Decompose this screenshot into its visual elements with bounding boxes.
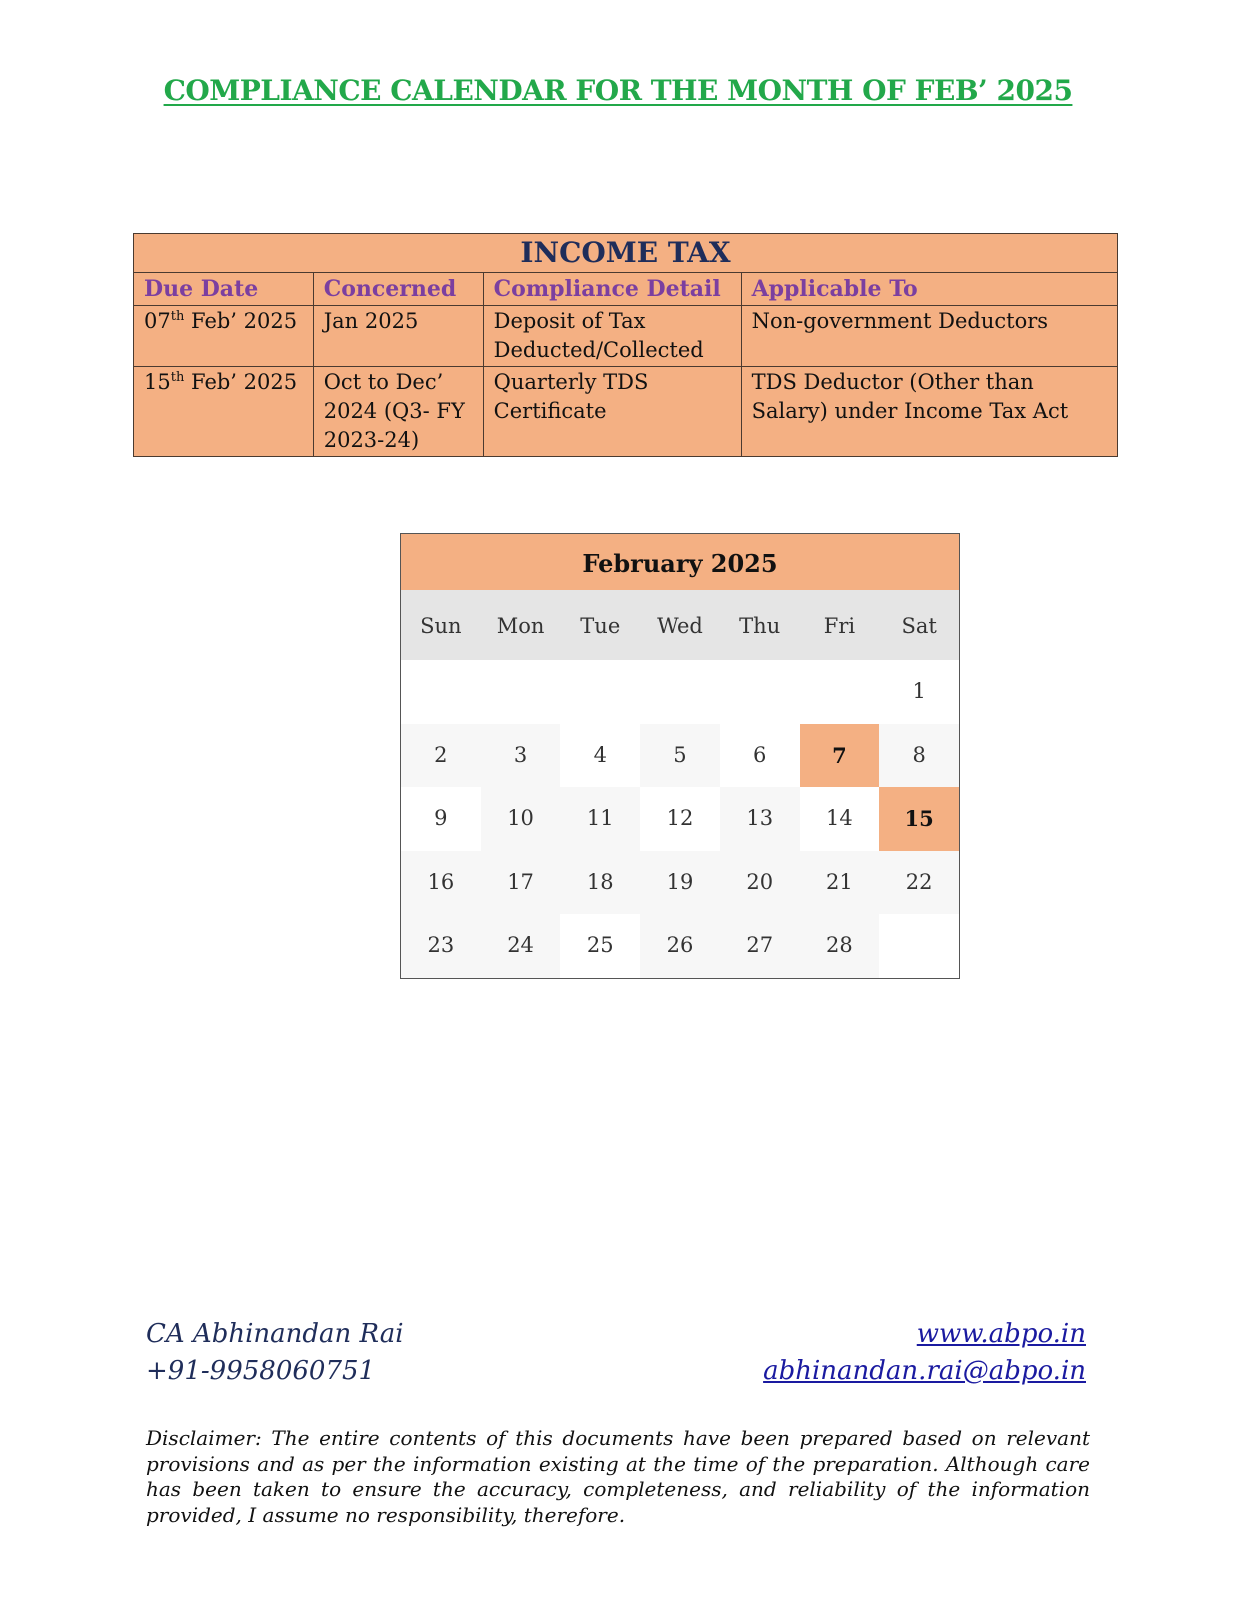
day-cell [879, 914, 959, 978]
day-cell: 25 [560, 914, 640, 978]
weekday-label: Fri [823, 614, 856, 638]
day-cell: 3 [481, 724, 561, 788]
day-cell: 4 [560, 724, 640, 788]
day-cell: 28 [800, 914, 880, 978]
applicable-cell: Non-government Deductors [741, 306, 1117, 367]
table-row [134, 367, 1118, 457]
day-cell: 11 [560, 787, 640, 851]
concerned-cell: Jan 2025 [313, 306, 483, 367]
day-cell: 17 [481, 851, 561, 915]
day-cell: 22 [879, 851, 959, 915]
day-cell [800, 660, 880, 724]
detail-cell: Deposit of Tax Deducted/Collected [483, 306, 741, 367]
income-tax-table [133, 233, 1118, 457]
due-date-cell: 15th Feb’ 2025 [134, 367, 314, 457]
disclaimer-text: Disclaimer: The entire contents of this documents have been prepared based on relevant provisions and as per the information existing at the time of the preparation. Although care has been taken to ensure the accuracy, completeness, and reliability of the information provided, I assume no responsibility, therefore. [146, 1426, 1090, 1527]
day-cell: 8 [879, 724, 959, 788]
column-header: Applicable To [741, 273, 1117, 306]
february-calendar [400, 533, 960, 979]
day-cell: 24 [481, 914, 561, 978]
weekday-label: Sat [901, 614, 937, 638]
day-cell: 5 [640, 724, 720, 788]
column-header: Concerned [313, 273, 483, 306]
day-cell: 23 [401, 914, 481, 978]
author-signature [146, 1316, 404, 1390]
author-name: CA Abhinandan Rai [146, 1319, 404, 1349]
header-row [134, 273, 1118, 306]
day-cell-due-date: 7 [800, 724, 880, 788]
day-cell: 12 [640, 787, 720, 851]
due-date-cell: 07th Feb’ 2025 [134, 306, 314, 367]
day-cell: 18 [560, 851, 640, 915]
weekday-label: Thu [739, 614, 781, 638]
concerned-cell: Oct to Dec’ 2024 (Q3- FY 2023-24) [313, 367, 483, 457]
day-cell [481, 660, 561, 724]
day-cell [720, 660, 800, 724]
day-cell: 10 [481, 787, 561, 851]
column-header: Due Date [134, 273, 314, 306]
weekday-label: Tue [580, 614, 621, 638]
day-cell: 21 [800, 851, 880, 915]
email-link[interactable]: abhinandan.rai@abpo.in [763, 1356, 1086, 1386]
author-phone: +91-9958060751 [146, 1356, 376, 1386]
day-cell: 13 [720, 787, 800, 851]
day-cell: 14 [800, 787, 880, 851]
day-cell: 19 [640, 851, 720, 915]
day-cell: 2 [401, 724, 481, 788]
day-cell-due-date: 15 [879, 787, 959, 851]
weekday-label: Wed [657, 614, 703, 638]
calendar-title: February 2025 [401, 534, 959, 590]
section-title: INCOME TAX [134, 234, 1118, 273]
page-title: COMPLIANCE CALENDAR FOR THE MONTH OF FEB’ 2025 [163, 74, 1073, 107]
day-cell [560, 660, 640, 724]
calendar-grid [401, 660, 959, 978]
weekday-header [401, 590, 959, 660]
website-link[interactable]: www.abpo.in [916, 1319, 1086, 1349]
contact-links [763, 1316, 1086, 1390]
section-title-row [134, 234, 1118, 273]
detail-cell: Quarterly TDS Certificate [483, 367, 741, 457]
table-row [134, 306, 1118, 367]
weekday-label: Mon [496, 614, 545, 638]
applicable-cell: TDS Deductor (Other than Salary) under Income Tax Act [741, 367, 1117, 457]
weekday-label: Sun [420, 614, 462, 638]
day-cell: 26 [640, 914, 720, 978]
day-cell: 27 [720, 914, 800, 978]
day-cell: 20 [720, 851, 800, 915]
column-header: Compliance Detail [483, 273, 741, 306]
day-cell: 6 [720, 724, 800, 788]
day-cell [401, 660, 481, 724]
day-cell: 9 [401, 787, 481, 851]
day-cell [640, 660, 720, 724]
day-cell: 16 [401, 851, 481, 915]
day-cell: 1 [879, 660, 959, 724]
